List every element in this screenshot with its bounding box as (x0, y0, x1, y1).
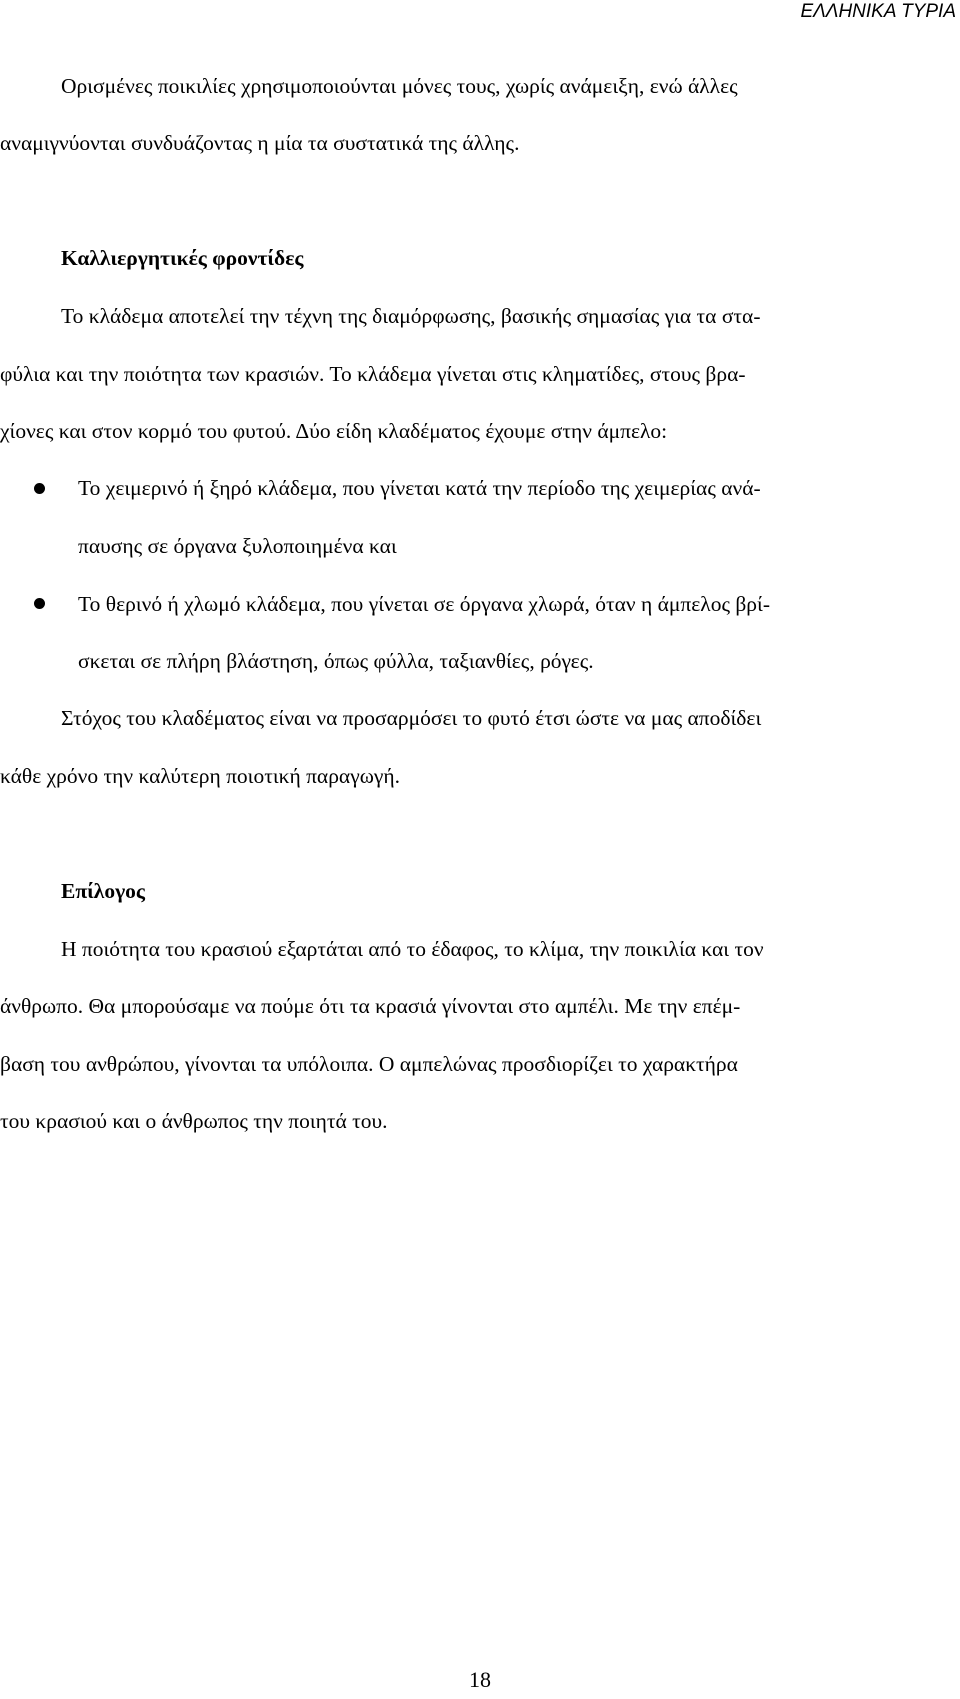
running-header: ΕΛΛΗΝΙΚΑ ΤΥΡΙΑ (800, 1, 956, 22)
paragraph-line: Στόχος του κλαδέματος είναι να προσαρμόσει το φυτό έτσι ώστε να μας αποδίδει (61, 706, 762, 730)
paragraph-line: Το κλάδεμα αποτελεί την τέχνη της διαμόρφωσης, βασικής σημασίας για τα στα- (61, 304, 761, 328)
page-number: 18 (469, 1667, 491, 1692)
paragraph-line: χίονες και στον κορμό του φυτού. Δύο είδη κλαδέματος έχουμε στην άμπελο: (0, 419, 668, 443)
bullet-icon (34, 483, 45, 494)
list-item-line: παυσης σε όργανα ξυλοποιημένα και (78, 534, 397, 558)
paragraph-line: άνθρωπο. Θα μπορούσαμε να πούμε ότι τα κρασιά γίνονται στο αμπέλι. Με την επέμ- (0, 994, 741, 1018)
paragraph-line: βαση του ανθρώπου, γίνονται τα υπόλοιπα. Ο αμπελώνας προσδιορίζει το χαρακτήρα (0, 1052, 738, 1076)
paragraph-line: φύλια και την ποιότητα των κρασιών. Το κλάδεμα γίνεται στις κληματίδες, στους βρα- (0, 362, 746, 386)
section-heading-epilogue: Επίλογος (61, 879, 145, 903)
list-item-line: Το θερινό ή χλωμό κλάδεμα, που γίνεται σε όργανα χλωρά, όταν η άμπελος βρί- (78, 592, 770, 616)
paragraph-line: κάθε χρόνο την καλύτερη ποιοτική παραγωγή. (0, 764, 400, 788)
section-heading-cultivation: Καλλιεργητικές φροντίδες (61, 246, 304, 270)
bullet-icon (34, 598, 45, 609)
paragraph-line: του κρασιού και ο άνθρωπος την ποιητά του. (0, 1109, 388, 1133)
list-item-line: σκεται σε πλήρη βλάστηση, όπως φύλλα, ταξιανθίες, ρόγες. (78, 649, 594, 673)
paragraph-line: Ορισμένες ποικιλίες χρησιμοποιούνται μόνες τους, χωρίς ανάμειξη, ενώ άλλες (61, 74, 738, 98)
list-item-line: Το χειμερινό ή ξηρό κλάδεμα, που γίνεται κατά την περίοδο της χειμερίας ανά- (78, 476, 761, 500)
paragraph-line: Η ποιότητα του κρασιού εξαρτάται από το έδαφος, το κλίμα, την ποικιλία και τον (61, 937, 764, 961)
paragraph-line: αναμιγνύονται συνδυάζοντας η μία τα συστατικά της άλλης. (0, 131, 520, 155)
